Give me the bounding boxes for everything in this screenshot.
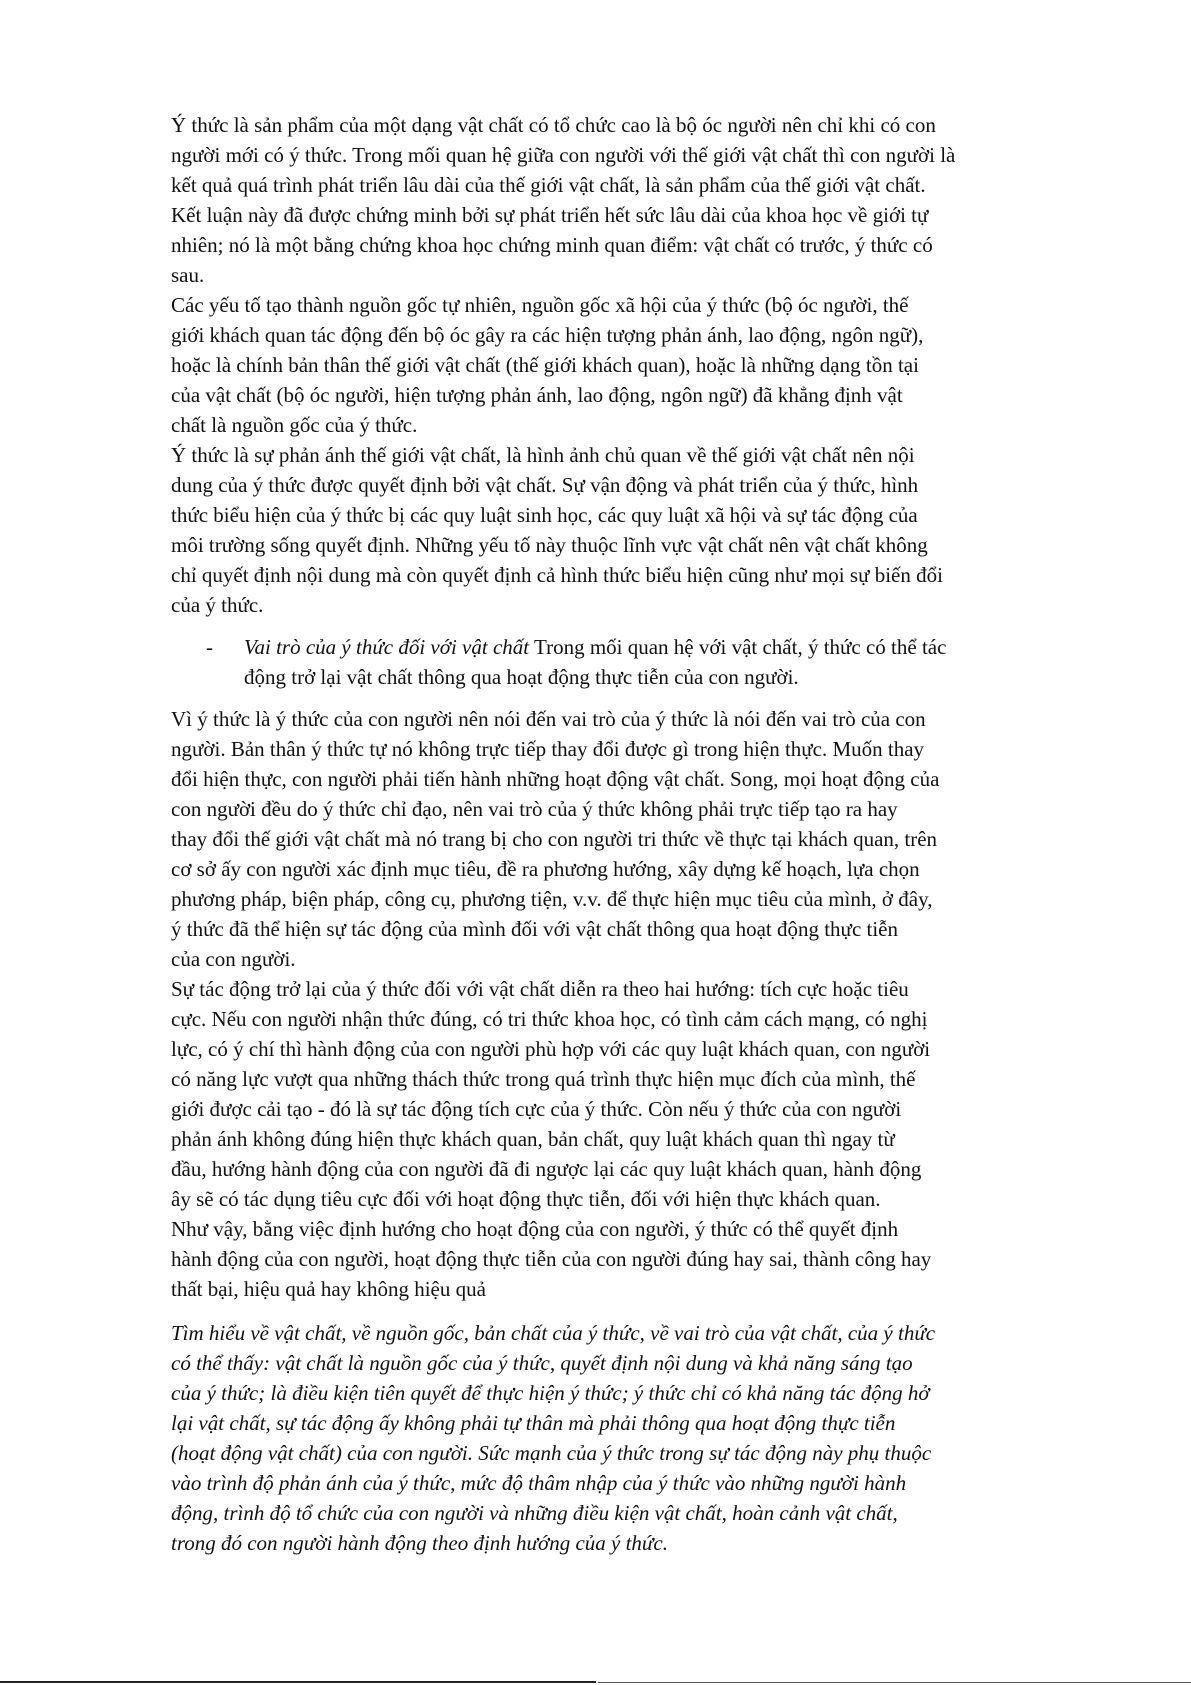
page-bottom-divider-left [0,1681,596,1683]
bullet-dash: - [206,635,213,659]
paragraph-role-of-human: Vì ý thức là ý thức của con người nên nói đến vai trò của ý thức là nói đến vai trò của con người. Bản thân ý thức tự nó không trực tiếp thay đổi được gì trong hiện thực. Muốn thay đổi hiện thực, con người phải tiến hành những hoạt động vật chất. Song, mọi hoạt động của con người đều do ý thức chỉ đạo, nên vai trò của ý thức không phải trực tiếp tạo ra hay thay đổi thế giới vật chất mà nó trang bị cho con người tri thức về thực tại khách quan, trên cơ sở ấy con người xác định mục tiêu, đề ra phương hướng, xây dựng kế hoạch, lựa chọn phương pháp, biện pháp, công cụ, phương tiện, v.v. để thực hiện mục tiêu của mình, ở đây, ý thức đã thể hiện sự tác động của mình đối với vật chất thông qua hoạt động thực tiễn của con người. [171,707,940,971]
document-body [171,110,1091,1558]
paragraph-origin-of-consciousness: Ý thức là sản phẩm của một dạng vật chất có tổ chức cao là bộ óc người nên chỉ khi có con người mới có ý thức. Trong mối quan hệ giữa con người với thế giới vật chất thì con người là kết quả quá trình phát triển lâu dài của thế giới vật chất, là sản phẩm của thế giới vật chất. Kết luận này đã được chứng minh bởi sự phát triển hết sức lâu dài của khoa học về giới tự nhiên; nó là một bằng chứng khoa học chứng minh quan điểm: vật chất có trước, ý thức có sau. [171,113,956,287]
bullet-italic-heading: Vai trò của ý thức đối với vật chất [244,635,530,659]
paragraph-natural-social-origins: Các yếu tố tạo thành nguồn gốc tự nhiên, nguồn gốc xã hội của ý thức (bộ óc người, thế giới khách quan tác động đến bộ óc gây ra các hiện tượng phản ánh, lao động, ngôn ngữ), hoặc là chính bản thân thế giới vật chất (thế giới khách quan), hoặc là những dạng tồn tại của vật chất (bộ óc người, hiện tượng phản ánh, lao động, ngôn ngữ) đã khẳng định vật chất là nguồn gốc của ý thức. [171,293,924,437]
bullet-body-text: Trong mối quan hệ với vật chất, ý thức có thể tác động trở lại vật chất thông qua hoạt động thực tiễn của con người. [244,635,947,689]
bullet-item-role-of-consciousness [171,632,1091,692]
paragraph-conclusion-direction: Như vậy, bằng việc định hướng cho hoạt động của con người, ý thức có thể quyết định hành động của con người, hoạt động thực tiễn của con người đúng hay sai, thành công hay thất bại, hiệu quả hay không hiệu quả [171,1217,932,1301]
paragraph-two-directions: Sự tác động trở lại của ý thức đối với vật chất diễn ra theo hai hướng: tích cực hoặc tiêu cực. Nếu con người nhận thức đúng, có tri thức khoa học, có tình cảm cách mạng, có nghị lực, có ý chí thì hành động của con người phù hợp với các quy luật khách quan, con người có năng lực vượt qua những thách thức trong quá trình thực hiện mục đích của mình, thế giới được cải tạo - đó là sự tác động tích cực của ý thức. Còn nếu ý thức của con người phản ánh không đúng hiện thực khách quan, bản chất, quy luật khách quan thì ngay từ đầu, hướng hành động của con người đã đi ngược lại các quy luật khách quan, hành động ây sẽ có tác dụng tiêu cực đối với hoạt động thực tiễn, đối với hiện thực khách quan. [171,977,931,1211]
page-bottom-divider-right [598,1682,1191,1683]
bullet-text [244,632,1091,692]
paragraph-content-determined-by-matter: Ý thức là sự phản ánh thế giới vật chất, là hình ảnh chủ quan về thế giới vật chất nên nội dung của ý thức được quyết định bởi vật chất. Sự vận động và phát triển của ý thức, hình thức biểu hiện của ý thức bị các quy luật sinh học, các quy luật xã hội và sự tác động của môi trường sống quyết định. Những yếu tố này thuộc lĩnh vực vật chất nên vật chất không chỉ quyết định nội dung mà còn quyết định cả hình thức biểu hiện cũng như mọi sự biến đổi của ý thức. [171,443,943,617]
paragraph-italic-summary: Tìm hiểu về vật chất, về nguồn gốc, bản chất của ý thức, về vai trò của vật chất, của ý thức có thể thấy: vật chất là nguồn gốc của ý thức, quyết định nội dung và khả năng sáng tạo của ý thức; là điều kiện tiên quyết để thực hiện ý thức; ý thức chỉ có khả năng tác động hở lại vật chất, sự tác động ấy không phải tự thân mà phải thông qua hoạt động thực tiễn (hoạt động vật chất) của con người. Sức mạnh của ý thức trong sự tác động này phụ thuộc vào trình độ phản ánh của ý thức, mức độ thâm nhập của ý thức vào những người hành động, trình độ tổ chức của con người và những điều kiện vật chất, hoàn cảnh vật chất, trong đó con người hành động theo định hướng của ý thức. [171,1321,936,1555]
